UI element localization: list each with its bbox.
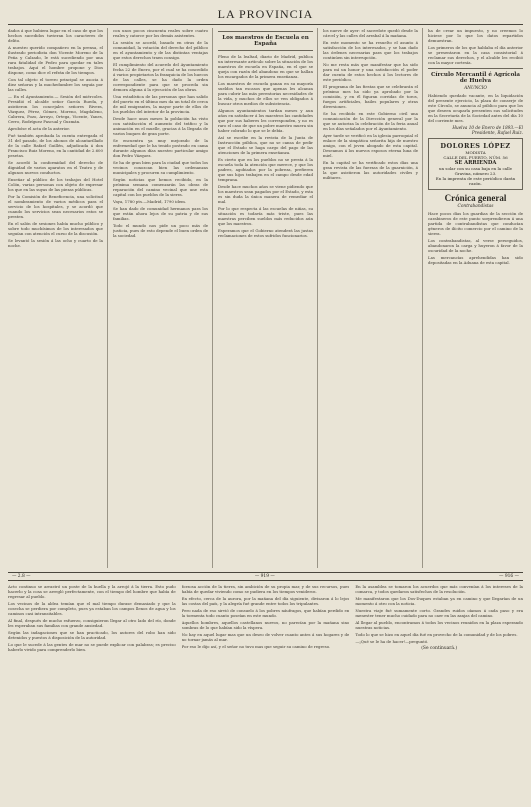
ad-address: CALLE DEL PUERTO, NÚM. 56 — [443, 155, 508, 160]
paragraph: Todo lo que se hizo en aquel día fué en provecho de la comunidad y de los pobres. — [355, 632, 518, 637]
paragraph: Los primeros de los que hablaba el día anterior se presentaron en la casa consistorial á reclamar sus derechos, y el alcalde les recibió con la mayor cortesía. — [428, 45, 523, 65]
paragraph: —¡Qué se le ha de hacer!—preguntó. — [355, 639, 429, 644]
section-title: Los maestros de Escuela en España — [222, 35, 309, 47]
divider — [218, 50, 313, 51]
paragraph: Así se escribe en la revista de la Junta de Instrucción pública, que no se cansa de pedir que el Estado se haga cargo del pago de las atenciones de la primera enseñanza. — [218, 135, 313, 155]
paragraph: Desde hace unos meses la población ha visto con satisfacción el aumento del tráfico y la animación en el muelle, gracias á la llegada de varios buques de gran porte. — [113, 116, 208, 136]
paragraph: los nueve de ayer: el sacerdote quedó desde la cárcel y las calles del arrabal á la mañana. — [323, 28, 418, 38]
cronica-title: Crónica general — [444, 193, 507, 203]
paragraph: Las mercancías aprehendidas han sido depositadas en la Aduana de esta capital. — [428, 255, 523, 265]
paragraph: Esperamos que el Gobierno atenderá las justas reclamaciones de estos sufridos funcionarios. — [218, 228, 313, 238]
folio-center: — 919 — — [254, 574, 275, 579]
folletin-folio-row — [8, 572, 523, 581]
paragraph: Se ha recibido en este Gobierno civil una comunicación de la Dirección general por la que se autoriza la celebración de la feria anual en los días señalados por el Ayuntamiento. — [323, 111, 418, 131]
divider — [428, 68, 523, 69]
paragraph: Los contrabandistas, al verse perseguidos, abandonaron la carga y huyeron á favor de la oscuridad de la noche. — [428, 238, 523, 253]
paragraph: Se encuentra ya muy mejorado de la enfermedad que le ha tenido postrado en cama durante algunos días nuestro particular amigo don Pedro Vázquez. — [113, 138, 208, 158]
folletin-column-1 — [8, 584, 176, 793]
paragraph: ha de crear un impuesto, y no creemos lo hiciese por lo que los datos repartidos demuestran. — [428, 28, 523, 43]
paragraph: Al final, después de mucho esfuerzo, consiguieron llegar al otro lado del río, donde les esperaban sus familias con grande ansiedad. — [8, 618, 176, 628]
paragraph: Nuestra viaje fué sumamente corto. Grandes ruidos oíamos á cada paso y era menester tener mucho cuidado para no caer en las zanjas del camino. — [355, 608, 523, 618]
folletin-column-2 — [182, 584, 350, 793]
paragraph: Todo el mundo nos pide un poco más de justicia, pues de esto depende el buen orden de la sociedad. — [113, 223, 208, 238]
paragraph: Una estadística de las personas que han salido del puerto en el último mes da un total de cerca de mil emigrantes, la mayor parte de ellos de los pueblos del interior de la provincia. — [113, 94, 208, 114]
paragraph: En la asamblea se tomaron los acuerdos que más convenían á los intereses de la comarca, y todos quedaron satisfechos de la resolución. — [355, 584, 523, 594]
paragraph: Al llegar al pueblo, encontramos á todos los vecinos reunidos en la plaza esperando nuestras noticias. — [355, 620, 523, 630]
paragraph: No me resta más que manifestar que ha sido para mí un honor y una satisfacción el poder dar cuenta de estos hechos á los lectores de este periódico. — [323, 62, 418, 82]
paragraph: El programa de las fiestas que se celebrarán el próximo mes ha sido ya aprobado por la comisión, y en él figuran corridas de toros, fuegos artificiales, bailes populares y otras diversiones. — [323, 84, 418, 109]
masthead-title: LA PROVINCIA — [217, 7, 314, 21]
paragraph: Enseñar al público de los trabajos del Hotel Colón, varias personas con objeto de expresar los que en las suyas de las piezas públicas. — [8, 177, 103, 192]
column-5 — [428, 28, 523, 568]
paragraph: Se han dado de comunidad hermanos para los que están ahora lejos de su patria y de sus familias. — [113, 206, 208, 221]
paragraph: Es cierto que en los pueblos no se presta á la escuela toda la atención que merece, y que los padres, agobiados por la pobreza, prefieren que sus hijos trabajen en el campo desde edad temprana. — [218, 157, 313, 182]
paragraph: Por eso le dijo así, y el señor no tuvo mas que seguir su camino de regreso. — [181, 644, 331, 649]
paragraph: El cumplimiento del acuerdo del Ayuntamiento fecha 22 de Enero, por el cual se ha concedido á varios propietarios la franquicia de los huecos de las calles, se ha dado la orden correspondiente para que se proceda sin demora alguna á la ejecución de las obras. — [113, 62, 208, 92]
advertisement-box — [428, 138, 523, 190]
column-3 — [218, 28, 318, 568]
paragraph: Por la Comisión de Beneficencia, una solicitud el nombramiento de varios médicos para el servicio de los hospitales, y se acordó que cuando los servicios sean necesarios estos se presten. — [8, 194, 103, 219]
paragraph: dados á que hubiera lugar en el caso de que los hechos sucedidos tuvieran los caracteres de delito. — [8, 28, 103, 43]
ad-text: Habiendo quedado vacante, en la liquidación del presente ejercicio, la plaza de conserje de este Círculo, se anuncia al público para que los que deseen ocuparla presenten sus solicitudes en la Secretaría de la Sociedad antes del día 10 del corriente mes. — [428, 93, 523, 123]
article-columns — [8, 28, 523, 568]
folletin-column-3 — [355, 584, 523, 793]
cronica-subtitle: Contrabandistas — [457, 204, 494, 209]
ad-offer: SE ARRIENDA — [454, 160, 497, 166]
continuation-mark: (Se continuará.) — [421, 646, 458, 651]
paragraph: Por lo que respecta á las escuelas de niñas, su situación es todavía más triste, pues las maestras perciben sueldos más reducidos aún que los maestros. — [218, 206, 313, 226]
paragraph: La sesión se acordó, basado en otras de la comunidad, la votación del derecho del público en el ayuntamiento y de las distintas ventajas que estos derechos traen consigo. — [113, 40, 208, 60]
paragraph: Pero nada de eso sirvió de consuelo á los pobres náufragos, que habían perdido en la tormenta todo cuanto poseían en este mundo. — [181, 608, 350, 618]
ad-note: En la imprenta de este periódico darán razón. — [435, 176, 516, 186]
ad-trade: MODISTA — [465, 150, 486, 155]
paragraph: Aprobóse el acta de la anterior. — [8, 126, 70, 131]
paragraph: En el salón de sesiones había mucho público y sobre todo muchísimos de los interesados que seguían con atención el curso de la discusión. — [8, 221, 103, 236]
folletin-section — [8, 584, 523, 793]
newspaper-page — [8, 7, 523, 793]
ad-name: DOLORES LÓPEZ — [440, 142, 511, 150]
paragraph: Según noticias que hemos recibido, en la próxima semana comenzarán las obras de reparación del camino vecinal que une esta capital con los pueblos de la sierra. — [113, 177, 208, 197]
paragraph: En la capital se ha verificado estos días una gran revista de las fuerzas de la guarnición, á la que asistieron las autoridades civiles y militares. — [323, 160, 418, 180]
folio-right: — 916 — — [499, 574, 519, 579]
paragraph: Acto continuo se arrastró un poste de la huella y la arrojó á la tierra. Esto pudo hacerlo y la cosa se arregló perfectamente, con el tiempo del hombre que había de regresar al pueblo. — [8, 584, 176, 599]
paragraph: Aquellos hombres, aquellos castellanos nuevos, no parecían por la mañana sino sombras de lo que habían sido la víspera. — [181, 620, 350, 630]
paragraph: Lo que le sucede á las gentes de mar no se puede explicar con palabras; es preciso haberlo vivido para comprenderlo bien. — [8, 642, 176, 652]
paragraph: Se ha de gran bien para la ciudad que todos los vecinos conozcan bien las ordenanzas municipales y procuren su cumplimiento. — [113, 160, 208, 175]
paragraph: Según las indagaciones que se han practicado, los autores del robo han sido detenidos y puestos á disposición de la autoridad. — [8, 630, 176, 640]
paragraph: En este momento se ha resuelto el asunto á satisfacción de los interesados, y se han dado las órdenes necesarias para que los trabajos continúen sin interrupción. — [323, 40, 418, 60]
paragraph: Me manifestaron que los Dos-Duques estaban ya en camino y que llegarían de un momento á otro con la noticia. — [355, 596, 523, 606]
paragraph: Se acordó la conformidad del derecho de dignidad de varios aparatos en el Teatro y de algunos nuevos conductos. — [8, 160, 103, 175]
paragraph: con unos pocos cincuenta reales sobre cuatro reales y catorce por los demás asistentes. — [113, 28, 208, 38]
column-2 — [113, 28, 213, 568]
paragraph: Se levantó la sesión á las ocho y cuarto de la noche. — [8, 238, 103, 248]
paragraph: Algunos ayuntamientos tardan meses y aun años en satisfacer á los maestros las cantidades que por sus haberes les corresponden, y no es raro el caso de que un pobre maestro muera sin haber cobrado lo que se le debía. — [218, 108, 313, 133]
masthead — [8, 7, 523, 25]
paragraph: Los maestros de escuela ganan en su mayoría sueldos tan escasos que apenas les alcanza para cubrir las más perentorias necesidades de la vida, y muchos de ellos se ven obligados á buscar otros medios de subsistencia. — [218, 81, 313, 106]
column-4 — [323, 28, 423, 568]
ad-signature: Huelva 10 de Enero de 1893.—El Presidente, Rafael Ruiz. — [452, 125, 523, 135]
paragraph: Desde hace muchos años se viene pidiendo que los maestros sean pagados por el Estado, y esta es sin duda la única manera de remediar el mal. — [218, 184, 313, 204]
paragraph: A nuestro querido compañero en la prensa, el ilustrado periodista don Vicente Moreno de la Peña y Calzado, le está sucediendo por una rara fatalidad de Pedro para quedar en tales trabajos. Aquí el hombre propone y Dios dispone, como dice el refrán de los tiempos. — [8, 45, 103, 75]
paragraph: Hace pocos días los guardias de la sección de carabineros de este punto sorprendieron á una partida de contrabandistas que conducían géneros de ilícito comercio por el camino de la sierra. — [428, 211, 523, 236]
paragraph: Los vecinos de la aldea temían que el mal tiempo durase demasiado y que la cosecha se perdiera por completo, pues ya estaban los campos llenos de agua y los caminos casi intransitables. — [8, 601, 176, 616]
folio-left: — 2.8 — — [12, 574, 31, 579]
paragraph: Ayer tarde se verificó en la iglesia parroquial el enlace de la simpática señorita hija de nuestro amigo, con el joven abogado de esta capital. Deseamos á los nuevos esposos eterna luna de miel. — [323, 133, 418, 158]
paragraph: — En el Ayuntamiento.— Sesión del miércoles. Presidió el alcalde señor García Rueda, y asistieron los concejales señores Rivera, Vázquez, Pérez, Gómez, Moreno, Magdaleno, Cabrera, Pozo, Arroyo, Ortega, Vicente, Yanes, Cerro, Rodríguez Pascual y Guzmán. — [8, 94, 103, 124]
paragraph: Pleno de la lealtad, diario de Madrid, publica un interesante artículo sobre la situación de los maestros de escuela en España, en el que se queja con razón del abandono en que se hallan los encargados de la primera enseñanza. — [218, 54, 313, 79]
ad-subheading: ANUNCIO — [464, 86, 487, 91]
paragraph: No hay en aquel lugar mas que un deseo de volver cuanto antes á sus hogares y de no tornar jamás al mar. — [181, 632, 350, 642]
ad-heading: Círculo Mercantil é Agrícola de Huelva — [430, 72, 521, 84]
divider — [218, 31, 313, 32]
paragraph: forzosa acción de la tierra, sin ambición de su propia mar, y de sus recursos, pues había de quedar viviendo como se pudiera en los tiempos venideros. — [181, 584, 350, 594]
paragraph: Fué también aprobada la cuenta entregada el 31 del pasado, de los abonos de alcantarillado de la calle Rafael Guillén, adjudicada á don Francisco Ruiz Moreno, en la cantidad de 2.600 pesetas. — [8, 133, 103, 158]
paragraph: En efecto, cerca de la aurora, por la mañana del día siguiente, divisaron á lo lejos las costas del país, y la alegría fué grande entre todos los tripulantes. — [181, 596, 350, 606]
paragraph: Vaya, 1780 pts.—Madrid, 1790 idem. — [113, 199, 187, 204]
paragraph: Con tal objeto el torero principal se asocia á diez señoras y la muchedumbre los seguía por las calles. — [8, 77, 103, 92]
column-1 — [8, 28, 108, 568]
ad-offer-text: un solar con su casa baja en la calle Gravina, número 23. — [438, 166, 512, 176]
